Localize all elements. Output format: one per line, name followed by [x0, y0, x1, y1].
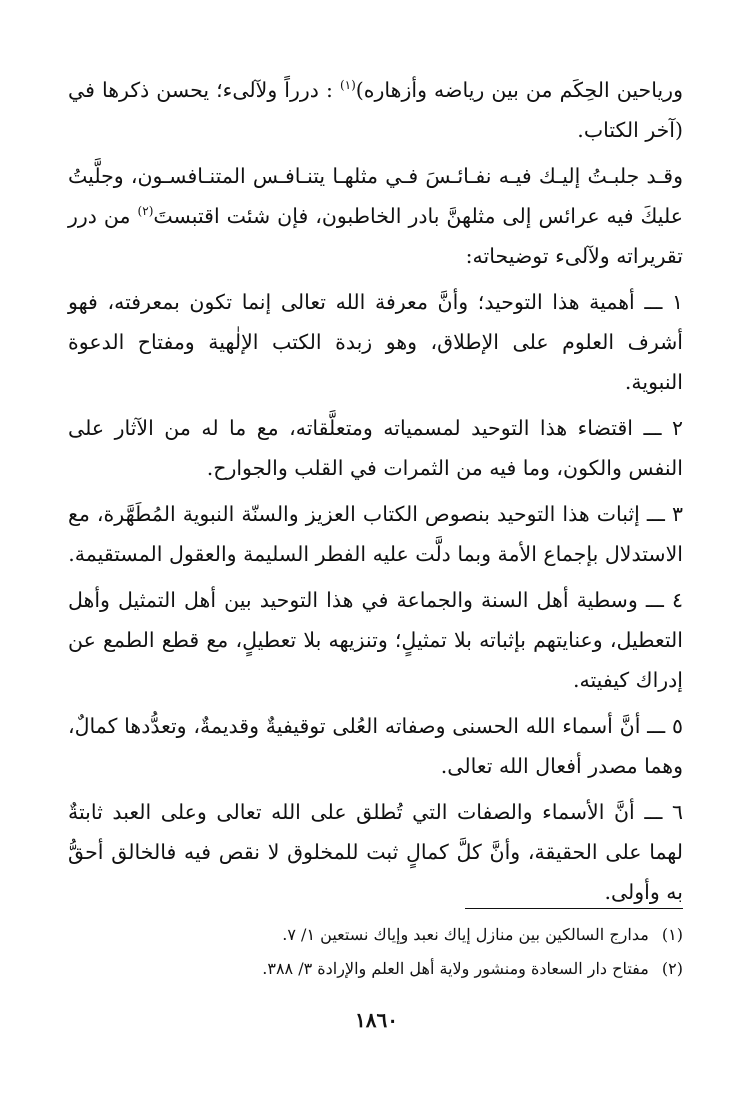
- footnote-ref-1: (١): [339, 78, 356, 93]
- item-number: ٥ ـــ: [647, 714, 683, 738]
- list-item: [68, 580, 683, 700]
- footnote-number: (١): [661, 925, 683, 944]
- list-item: [68, 792, 683, 912]
- intro-text-b: من درر تقريراته ولآلىء توضيحاته:: [68, 204, 683, 268]
- page-number: ١٨٦٠: [355, 1008, 398, 1032]
- footnote-ref-2: (٢): [137, 204, 154, 219]
- footnote-item: [68, 952, 683, 986]
- intro-text-a: وقـد جلبـتُ إليـك فيـه نفـائـسَ فـي مثلهـا يتنـافـس المتنـافسـون، وجلَّيتُ عليكَ فيه عرائس إلى مثلهنَّ بادر الخاطبون، فإن شئت اقتبستَ: [68, 164, 684, 228]
- footnote-divider: [465, 908, 683, 909]
- footnote-number: (٢): [661, 959, 683, 978]
- item-text: اقتضاء هذا التوحيد لمسمياته ومتعلَّقاته، مع ما له من الآثار على النفس والكون، وما فيه من الثمرات في القلب والجوارح.: [68, 416, 683, 480]
- footnote-item: [68, 918, 683, 952]
- intro-paragraph: [68, 156, 683, 276]
- item-text: أهمية هذا التوحيد؛ وأنَّ معرفة الله تعالى إنما تكون بمعرفته، فهو أشرف العلوم على الإطلاق، وهو زبدة الكتب الإلٰهية ومفتاح الدعوة النبوية.: [68, 290, 683, 394]
- footnote-text: مفتاح دار السعادة ومنشور ولاية أهل العلم والإرادة ٣/ ٣٨٨.: [262, 959, 649, 978]
- page-body: [68, 70, 683, 912]
- list-item: [68, 408, 683, 488]
- opening-paragraph: [68, 70, 683, 150]
- opening-text: ورياحين الحِكَم من بين رياضه وأزهاره): [355, 78, 683, 102]
- footnote-text: مدارج السالكين بين منازل إياك نعبد وإياك نستعين ١/ ٧.: [282, 925, 649, 944]
- item-number: ١ ـــ: [644, 290, 683, 314]
- opening-rest-text: : درراً ولآلىء؛ يحسن ذكرها في (آخر الكتاب.: [68, 78, 683, 142]
- footnotes: [68, 918, 683, 986]
- list-item: [68, 282, 683, 402]
- item-text: أنَّ الأسماء والصفات التي تُطلق على الله تعالى وعلى العبد ثابتةٌ لهما على الحقيقة، وأنَّ كلَّ كمالٍ ثبت للمخلوق لا نقص فيه فالخالق أحقُّ به وأولى.: [68, 800, 683, 904]
- list-item: [68, 494, 683, 574]
- item-number: ٣ ـــ: [646, 502, 683, 526]
- item-text: أنَّ أسماء الله الحسنى وصفاته العُلى توقيفيةٌ وقديمةٌ، وتعدُّدها كمالٌ، وهما مصدر أفعال الله تعالى.: [68, 714, 683, 778]
- item-number: ٤ ـــ: [645, 588, 683, 612]
- list-item: [68, 706, 683, 786]
- item-text: إثبات هذا التوحيد بنصوص الكتاب العزيز والسنّة النبوية المُطَهَّرة، مع الاستدلال بإجماع الأمة وبما دلَّت عليه الفطر السليمة والعقول المستقيمة.: [68, 502, 683, 566]
- item-number: ٢ ـــ: [643, 416, 683, 440]
- item-text: وسطية أهل السنة والجماعة في هذا التوحيد بين أهل التمثيل وأهل التعطيل، وعنايتهم بإثباته بلا تمثيلٍ؛ وتنزيهه بلا تعطيلٍ، مع قطع الطمع عن إدراك كيفيته.: [68, 588, 683, 692]
- item-number: ٦ ـــ: [644, 800, 683, 824]
